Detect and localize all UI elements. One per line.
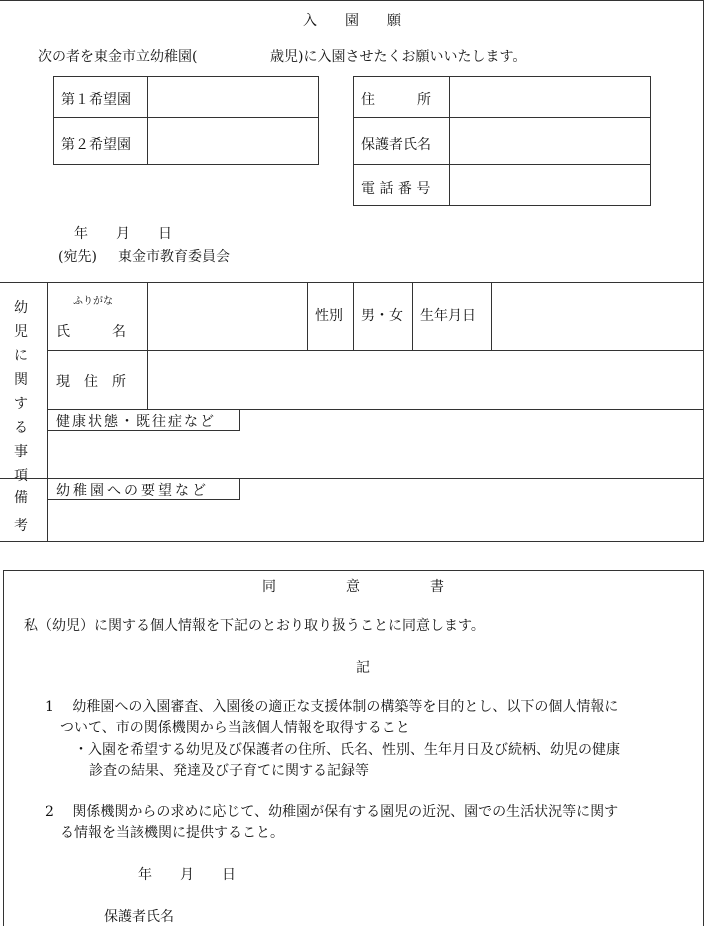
guardian-col-divider bbox=[449, 76, 450, 206]
consent-title: 同 意 書 bbox=[262, 579, 444, 595]
form-top-border bbox=[0, 0, 704, 1]
sex-options[interactable]: 男・女 bbox=[361, 308, 403, 324]
phone-field[interactable] bbox=[452, 167, 648, 203]
application-date: 年 月 日 bbox=[74, 226, 172, 242]
child-name-field[interactable] bbox=[150, 312, 304, 347]
child-address-field[interactable] bbox=[150, 353, 701, 406]
request-field[interactable] bbox=[50, 502, 701, 539]
consent-item1-sub-line2: 診査の結果、発達及び子育てに関する記録等 bbox=[89, 763, 369, 779]
birthdate-field[interactable] bbox=[494, 285, 701, 347]
guardian-divider-2 bbox=[353, 164, 651, 165]
intro-suffix: 歳児)に入園させたくお願いいたします。 bbox=[270, 49, 527, 65]
remarks-section-label: 備考 bbox=[14, 490, 28, 534]
form-bottom-border bbox=[0, 541, 704, 542]
sex-col-right bbox=[353, 282, 354, 350]
addressee: 東金市教育委員会 bbox=[118, 249, 230, 265]
name-col-divider bbox=[147, 282, 148, 409]
consent-date: 年 月 日 bbox=[138, 867, 236, 883]
consent-item1-line1: 1 幼稚園への入園審査、入園後の適正な支援体制の構築等を目的とし、以下の個人情報に bbox=[45, 699, 619, 715]
guardian-name-label: 保護者氏名 bbox=[361, 137, 431, 153]
child-section-label: 幼児に関する事項 bbox=[14, 300, 28, 484]
furigana-label: ふりがな bbox=[73, 296, 113, 307]
birthdate-label: 生年月日 bbox=[420, 308, 476, 324]
consent-statement: 私（幼児）に関する個人情報を下記のとおり取り扱うことに同意します。 bbox=[24, 618, 485, 634]
request-label: 幼稚園への要望など bbox=[56, 483, 209, 499]
consent-right-border bbox=[703, 570, 704, 926]
choice-divider bbox=[53, 117, 319, 118]
consent-item1-line2: ついて、市の関係機関から当該個人情報を取得すること bbox=[60, 720, 410, 736]
choice-col-divider bbox=[147, 76, 148, 165]
sex-label: 性別 bbox=[315, 308, 343, 324]
birth-col-left bbox=[412, 282, 413, 350]
consent-left-border bbox=[3, 570, 4, 926]
child-name-label: 氏 名 bbox=[56, 324, 126, 340]
address-label: 住 所 bbox=[361, 92, 431, 108]
address-field[interactable] bbox=[452, 79, 648, 115]
application-title: 入 園 願 bbox=[303, 13, 401, 29]
child-section-top bbox=[0, 282, 704, 283]
consent-item2-line2: る情報を当該機関に提供すること。 bbox=[60, 825, 284, 841]
addressee-prefix: (宛先) bbox=[58, 249, 97, 265]
address-row-top bbox=[47, 350, 704, 351]
child-address-label: 現 住 所 bbox=[56, 374, 126, 390]
consent-item2-line1: 2 関係機関からの求めに応じて、幼稚園が保有する園児の近況、園での生活状況等に関す bbox=[45, 804, 619, 820]
choice1-label: 第１希望園 bbox=[61, 92, 131, 108]
phone-label: 電 話 番 号 bbox=[361, 181, 431, 197]
guardian-name-field[interactable] bbox=[452, 120, 648, 162]
guardian-divider-1 bbox=[353, 117, 651, 118]
consent-item1-sub-line1: ・入園を希望する幼児及び保護者の住所、氏名、性別、生年月日及び続柄、幼児の健康 bbox=[74, 742, 620, 758]
choice1-field[interactable] bbox=[150, 79, 316, 115]
consent-guardian-label: 保護者氏名 bbox=[104, 909, 174, 925]
birth-col-right bbox=[491, 282, 492, 350]
child-furigana-field[interactable] bbox=[150, 286, 304, 308]
sex-col-left bbox=[307, 282, 308, 350]
age-field[interactable] bbox=[224, 44, 268, 64]
ki-label: 記 bbox=[356, 660, 370, 676]
intro-prefix: 次の者を東金市立幼稚園( bbox=[38, 49, 198, 65]
form-right-border bbox=[703, 0, 704, 542]
consent-guardian-field[interactable] bbox=[186, 903, 486, 925]
choice2-field[interactable] bbox=[150, 120, 316, 162]
health-field[interactable] bbox=[50, 433, 701, 475]
health-label: 健康状態・既往症など bbox=[56, 414, 216, 430]
consent-top-border bbox=[3, 570, 704, 571]
choice2-label: 第２希望園 bbox=[61, 137, 131, 153]
